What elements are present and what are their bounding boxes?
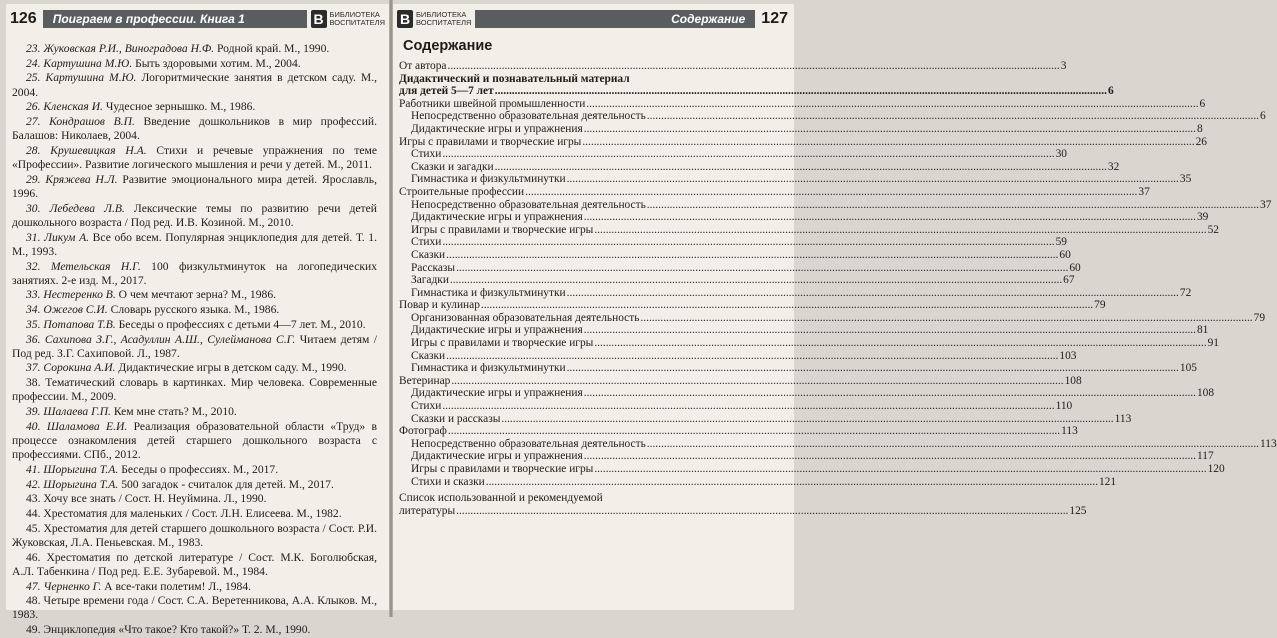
toc-entry-page: 91 bbox=[1207, 337, 1219, 350]
toc-entry-title: Гимнастика и физкультминутки bbox=[411, 362, 566, 375]
reference-item bbox=[12, 361, 377, 375]
toc-entry[interactable] bbox=[399, 374, 1082, 388]
reference-item bbox=[12, 173, 377, 201]
toc-entry-title: От автора bbox=[399, 60, 447, 72]
toc-dot-leader bbox=[501, 413, 1113, 426]
reference-author: 32. Метельская Н.Г. bbox=[26, 259, 141, 273]
toc-entry[interactable] bbox=[399, 160, 1120, 174]
toc-entry-title: Сказки bbox=[411, 248, 446, 261]
reference-text: Чудесное зернышко. М., 1986. bbox=[102, 100, 256, 114]
toc-entry-page: 67 bbox=[1063, 274, 1075, 287]
toc-entry-title: Строительные профессии bbox=[399, 185, 525, 198]
toc-entry-title: Сказки и загадки bbox=[411, 160, 494, 173]
toc-entry[interactable] bbox=[399, 173, 1192, 186]
reference-author: 37. Сорокина А.И. bbox=[26, 361, 116, 375]
reference-item bbox=[12, 144, 377, 172]
reference-author: 47. Черненко Г. bbox=[26, 579, 102, 593]
series-logo-line: БИБЛИОТЕКА bbox=[416, 10, 467, 19]
reference-text: Реализация образовательной области «Труд» в процессе ознакомления детей старшего дошкольного возраста с профессиями. СПб., 2012. bbox=[12, 419, 377, 462]
toc-entry-page: 30 bbox=[1055, 148, 1067, 161]
series-logo-text bbox=[330, 11, 385, 27]
reference-item bbox=[12, 288, 377, 302]
reference-author: 36. Сахипова З.Г., Асадуллин А.Ш., Сулейманова С.Г. bbox=[26, 332, 296, 346]
toc-entry-page: 6 bbox=[1199, 97, 1206, 110]
reference-text: Родной край. М., 1990. bbox=[214, 42, 330, 55]
toc-entry[interactable] bbox=[399, 110, 1266, 123]
reference-item bbox=[12, 507, 377, 521]
toc-entry-title: Стихи bbox=[411, 148, 442, 161]
toc-entry-title: Стихи и сказки bbox=[411, 475, 485, 488]
toc-entry-title: Рассказы bbox=[411, 261, 456, 274]
reference-list bbox=[12, 42, 377, 638]
reference-item bbox=[12, 594, 377, 622]
toc-entry-page: 37 bbox=[1260, 198, 1272, 211]
toc-dot-leader bbox=[481, 299, 1093, 312]
toc-entry-title: Ветеринар bbox=[399, 374, 451, 387]
toc-dot-leader bbox=[446, 249, 1058, 262]
toc-entry-title: Гимнастика и физкультминутки bbox=[411, 286, 566, 299]
toc-entry[interactable] bbox=[399, 412, 1132, 426]
reference-item bbox=[12, 71, 377, 99]
toc-entry-page: 72 bbox=[1179, 286, 1192, 299]
toc-entry[interactable] bbox=[399, 387, 1215, 400]
toc-entry[interactable] bbox=[399, 286, 1192, 300]
toc-entry-title: Игры с правилами и творческие игры bbox=[399, 135, 582, 148]
reference-author: 26. Кленская И. bbox=[26, 100, 103, 114]
toc-dot-leader bbox=[495, 161, 1107, 174]
toc-entry-title: для детей 5—7 лет bbox=[399, 85, 494, 98]
toc-entry-page: 108 bbox=[1196, 387, 1215, 400]
toc-dot-leader bbox=[594, 337, 1206, 350]
reference-text: Стихи и речевые упражнения по теме «Профессии». Развитие логического мышления и речи у детей. М., 2011. bbox=[12, 143, 378, 172]
page-number: 126 bbox=[10, 10, 37, 27]
series-logo bbox=[397, 9, 471, 29]
reference-author: 29. Кряжева Н.Л. bbox=[26, 172, 118, 186]
toc-entry-page: 60 bbox=[1059, 248, 1071, 261]
toc-entry-page: 110 bbox=[1055, 400, 1073, 413]
reference-text: Кем мне стать? М., 2010. bbox=[110, 405, 237, 419]
toc-dot-leader bbox=[442, 148, 1054, 161]
toc-entry-page: 8 bbox=[1196, 122, 1203, 135]
toc-dot-leader bbox=[442, 236, 1054, 249]
reference-item bbox=[12, 42, 377, 56]
toc-entry-page: 79 bbox=[1094, 299, 1106, 312]
reference-text: 45. Хрестоматия для детей старшего дошкольного возраста / Сост. Р.И. Жуковская, Л.А. Пеньевская. М., 1983. bbox=[12, 521, 377, 549]
toc-entry-page: 81 bbox=[1196, 324, 1209, 337]
toc-dot-leader bbox=[451, 375, 1063, 388]
reference-item bbox=[12, 623, 377, 637]
reference-author: 27. Кондрашов В.П. bbox=[26, 115, 135, 129]
toc-entry-title: Гимнастика и физкультминутки bbox=[411, 173, 566, 186]
reference-item bbox=[12, 100, 377, 114]
series-logo-line: БИБЛИОТЕКА bbox=[329, 10, 380, 19]
toc-entry[interactable] bbox=[399, 475, 1117, 489]
toc-dot-leader bbox=[647, 438, 1259, 451]
reference-item bbox=[12, 478, 377, 492]
toc-dot-leader bbox=[456, 505, 1068, 518]
page-number: 127 bbox=[761, 10, 788, 27]
toc-dot-leader bbox=[647, 199, 1259, 212]
toc-entry[interactable] bbox=[399, 450, 1214, 463]
toc-entry[interactable] bbox=[399, 248, 1071, 262]
toc-entry[interactable] bbox=[399, 400, 1073, 413]
toc-entry-page: 35 bbox=[1179, 173, 1192, 186]
reference-item bbox=[12, 376, 377, 404]
toc-entry[interactable] bbox=[399, 311, 1266, 325]
toc-entry-title: Дидактические игры и упражнения bbox=[411, 387, 583, 400]
reference-text: 44. Хрестоматия для маленьких / Сост. Л.Н. Елисеева. М., 1982. bbox=[26, 507, 342, 520]
running-header-title: Содержание bbox=[671, 12, 746, 26]
toc-entry[interactable] bbox=[399, 236, 1067, 249]
toc-entry-page: 52 bbox=[1207, 223, 1219, 236]
toc-entry-title: Игры с правилами и творческие игры bbox=[411, 463, 594, 475]
reference-text: О чем мечтают зерна? М., 1986. bbox=[115, 288, 277, 302]
toc-entry-title: Непосредственно образовательная деятельность bbox=[411, 110, 646, 123]
toc-dot-leader bbox=[640, 312, 1252, 325]
toc-entry-title: Непосредственно образовательная деятельность bbox=[411, 198, 646, 211]
toc-dot-leader bbox=[442, 400, 1054, 413]
right-page bbox=[393, 4, 1277, 610]
toc-dot-leader bbox=[446, 350, 1058, 363]
toc-entry-title: Дидактические игры и упражнения bbox=[411, 324, 583, 337]
reference-text: Читаем детям / Под ред. З.Г. Сахиповой. Л., 1987. bbox=[12, 332, 378, 360]
toc-entry-title: Список использованной и рекомендуемой bbox=[399, 492, 603, 505]
toc-entry-page: 26 bbox=[1195, 135, 1207, 148]
toc-dot-leader bbox=[582, 136, 1194, 149]
toc-entry-page: 121 bbox=[1098, 475, 1117, 488]
reference-item bbox=[12, 115, 377, 143]
toc-entry[interactable] bbox=[399, 337, 1219, 350]
toc-entry-title: Игры с правилами и творческие игры bbox=[411, 223, 594, 236]
toc-entry[interactable] bbox=[399, 261, 1081, 275]
toc-dot-leader bbox=[594, 224, 1206, 237]
reference-text: Беседы о профессиях с детьми 4—7 лет. М., 2010. bbox=[115, 317, 366, 331]
toc-dot-leader bbox=[486, 476, 1098, 489]
toc-entry[interactable] bbox=[399, 135, 1207, 149]
reference-item bbox=[12, 303, 377, 317]
right-page-header bbox=[397, 8, 788, 30]
toc-entry-page: 6 bbox=[1107, 85, 1114, 98]
toc-entry-title: Работники швейной промышленности bbox=[399, 97, 586, 110]
series-logo-line: ВОСПИТАТЕЛЯ bbox=[329, 18, 385, 27]
toc-dot-leader bbox=[647, 110, 1259, 123]
reference-text: 46. Хрестоматия по детской литературе / Сост. М.К. Боголюбская, А.Л. Табенкина / Под ред. Е.Е. Зубаревой. М., 1984. bbox=[12, 550, 377, 578]
reference-text: 500 загадок - считалок для детей. М., 2017. bbox=[118, 477, 334, 491]
reference-text: Дидактические игры в детском саду. М., 1990. bbox=[115, 361, 347, 375]
reference-text: 43. Хочу все знать / Сост. Н. Неуймина. Л., 1990. bbox=[26, 492, 267, 506]
toc-entry-title: Организованная образовательная деятельность bbox=[411, 311, 640, 324]
reference-item bbox=[12, 260, 377, 288]
toc-dot-leader bbox=[586, 98, 1198, 111]
toc-entry[interactable] bbox=[399, 425, 1078, 438]
toc-entry-title: Повар и кулинар bbox=[399, 299, 480, 312]
reference-author: 40. Шаламова Е.И. bbox=[26, 419, 128, 433]
toc-entry[interactable] bbox=[399, 437, 1277, 451]
toc-entry-title: Непосредственно образовательная деятельность bbox=[411, 437, 646, 450]
reference-text: Беседы о профессиях. М., 2017. bbox=[118, 462, 279, 476]
toc-title: Содержание bbox=[403, 38, 493, 54]
toc-entry-title: Дидактический и познавательный материал bbox=[399, 72, 630, 85]
running-header bbox=[475, 10, 755, 28]
toc-entry-page: 37 bbox=[1138, 185, 1150, 198]
reference-author: 39. Шалаева Г.П. bbox=[26, 405, 111, 419]
reference-author: 28. Крушевицкая Н.А. bbox=[26, 143, 147, 157]
series-logo-letter: В bbox=[397, 10, 413, 28]
toc-entry-page: 59 bbox=[1055, 236, 1067, 249]
toc-dot-leader bbox=[448, 425, 1060, 438]
toc-entry[interactable] bbox=[399, 504, 1087, 518]
toc-entry[interactable] bbox=[399, 223, 1219, 237]
toc-dot-leader bbox=[584, 123, 1196, 136]
toc-entry[interactable] bbox=[399, 362, 1197, 375]
toc-entry[interactable] bbox=[399, 97, 1206, 111]
reference-text: Лексические темы по развитию речи детей дошкольного возраста / Под ред. И.В. Козиной. М., 2010. bbox=[12, 201, 377, 229]
toc-entry-page: 39 bbox=[1196, 211, 1209, 224]
toc-entry[interactable] bbox=[399, 148, 1067, 161]
reference-item bbox=[12, 463, 377, 477]
reference-text: 38. Тематический словарь в картинках. Мир человека. Современные профессии. М., 2009. bbox=[12, 376, 377, 404]
reference-item bbox=[12, 522, 377, 550]
toc-entry[interactable] bbox=[399, 122, 1203, 136]
reference-text: Развитие эмоционального мира детей. Ярославль, 1996. bbox=[12, 172, 377, 201]
toc-entry-title: Дидактические игры и упражнения bbox=[411, 122, 583, 135]
toc-entry-title: Сказки и рассказы bbox=[411, 412, 501, 425]
series-logo bbox=[311, 9, 385, 29]
toc-entry-title: Стихи bbox=[411, 400, 442, 413]
reference-item bbox=[12, 551, 377, 579]
toc-entry[interactable] bbox=[399, 73, 776, 86]
reference-item bbox=[12, 405, 377, 419]
toc-dot-leader bbox=[447, 60, 1059, 73]
toc-entry-title: Загадки bbox=[411, 274, 449, 287]
toc-entry-page: 125 bbox=[1069, 504, 1087, 517]
reference-item bbox=[12, 420, 377, 463]
reference-text: 49. Энциклопедия «Что такое? Кто такой?» Т. 2. М., 1990. bbox=[26, 623, 311, 637]
left-page bbox=[6, 4, 389, 637]
left-page-header bbox=[10, 8, 385, 30]
toc-entry[interactable] bbox=[399, 349, 1077, 363]
reference-author: 34. Ожегов С.И. bbox=[26, 303, 108, 317]
toc-entry-page: 105 bbox=[1179, 362, 1197, 375]
toc-entry[interactable] bbox=[399, 463, 1225, 476]
reference-text: Введение дошкольников в мир профессий. Балашов: Николаев, 2004. bbox=[12, 115, 377, 143]
toc-entry-title: Стихи bbox=[411, 236, 442, 249]
running-header-title: Поиграем в профессии. Книга 1 bbox=[52, 12, 245, 26]
toc-dot-leader bbox=[567, 287, 1179, 300]
toc-entry-page: 60 bbox=[1069, 261, 1081, 274]
toc-entry-page: 32 bbox=[1107, 160, 1120, 173]
reference-text: 48. Четыре времени года / Сост. С.А. Веретенникова, А.А. Клыков. М., 1983. bbox=[12, 594, 377, 622]
toc-entry[interactable] bbox=[399, 274, 1075, 287]
toc-entry-page: 108 bbox=[1064, 374, 1082, 387]
reference-text: Словарь русского языка. М., 1986. bbox=[107, 303, 280, 317]
series-logo-line: ВОСПИТАТЕЛЯ bbox=[416, 18, 472, 27]
toc-entry[interactable] bbox=[399, 492, 776, 505]
toc-dot-leader bbox=[584, 324, 1196, 337]
reference-text: А все-таки полетим! Л., 1984. bbox=[101, 579, 252, 593]
reference-item bbox=[12, 318, 377, 332]
toc-entry-title: Дидактические игры и упражнения bbox=[411, 450, 583, 463]
toc-entry-page: 113 bbox=[1061, 425, 1078, 438]
toc-entry-page: 103 bbox=[1059, 349, 1077, 362]
reference-text: Все обо всем. Популярная энциклопедия для детей. Т. 1. М., 1993. bbox=[12, 230, 377, 258]
toc-entry-title: Фотограф bbox=[399, 425, 447, 438]
reference-item bbox=[12, 333, 377, 361]
toc-entry[interactable] bbox=[399, 211, 1209, 224]
reference-text: Быть здоровыми хотим. М., 2004. bbox=[132, 56, 301, 70]
toc-entry-page: 117 bbox=[1196, 450, 1214, 463]
toc-entry-title: литературы bbox=[399, 504, 456, 517]
toc-dot-leader bbox=[584, 387, 1196, 400]
toc-dot-leader bbox=[567, 173, 1179, 186]
reference-item bbox=[12, 231, 377, 259]
toc-entry[interactable] bbox=[399, 185, 1150, 199]
reference-author: 24. Картушина М.Ю. bbox=[26, 56, 133, 70]
reference-item bbox=[12, 57, 377, 71]
reference-item bbox=[12, 492, 377, 506]
reference-author: 33. Нестеренко В. bbox=[26, 288, 116, 302]
reference-item bbox=[12, 202, 377, 230]
toc-entry[interactable] bbox=[399, 324, 1209, 337]
running-header bbox=[43, 10, 307, 28]
toc-entry-title: Сказки bbox=[411, 349, 446, 362]
reference-text: Логоритмические занятия в детском саду. М., 2004. bbox=[12, 71, 377, 99]
reference-author: 35. Потапова Т.В. bbox=[26, 317, 116, 331]
reference-author: 30. Лебедева Л.В. bbox=[26, 201, 125, 215]
toc-dot-leader bbox=[456, 262, 1068, 275]
reference-text: 100 физкультминуток на логопедических занятиях. 2-е изд. М., 2017. bbox=[12, 259, 377, 287]
toc-dot-leader bbox=[594, 463, 1206, 476]
toc-entry-page: 113 bbox=[1114, 412, 1132, 425]
toc-dot-leader bbox=[495, 85, 1107, 98]
toc-entry[interactable] bbox=[399, 85, 1114, 98]
reference-author: 41. Шорыгина Т.А. bbox=[26, 462, 119, 476]
toc-entry-title: Игры с правилами и творческие игры bbox=[411, 337, 594, 350]
toc-entry-page: 79 bbox=[1253, 311, 1266, 324]
toc-entry-title: Дидактические игры и упражнения bbox=[411, 211, 583, 224]
reference-author: 31. Ликум А. bbox=[26, 230, 90, 244]
reference-author: 42. Шорыгина Т.А. bbox=[26, 477, 119, 491]
toc-entry[interactable] bbox=[399, 299, 1106, 312]
toc-dot-leader bbox=[525, 186, 1137, 199]
series-logo-letter: В bbox=[311, 10, 327, 28]
series-logo-text bbox=[416, 11, 471, 27]
toc-dot-leader bbox=[450, 274, 1062, 287]
reference-author: 23. Жуковская Р.И., Виноградова Н.Ф. bbox=[26, 42, 215, 55]
toc-entry-page: 120 bbox=[1207, 463, 1225, 475]
toc-entry-page: 6 bbox=[1260, 110, 1266, 123]
toc-entry[interactable] bbox=[399, 198, 1272, 212]
reference-item bbox=[12, 580, 377, 594]
table-of-contents bbox=[399, 60, 1277, 517]
toc-entry[interactable] bbox=[399, 60, 1067, 73]
toc-dot-leader bbox=[567, 362, 1179, 375]
toc-dot-leader bbox=[584, 450, 1196, 463]
toc-dot-leader bbox=[584, 211, 1196, 224]
toc-entry-page: 3 bbox=[1060, 60, 1067, 72]
toc-entry-page: 113 bbox=[1260, 437, 1277, 450]
reference-author: 25. Картушина М.Ю. bbox=[26, 71, 137, 85]
